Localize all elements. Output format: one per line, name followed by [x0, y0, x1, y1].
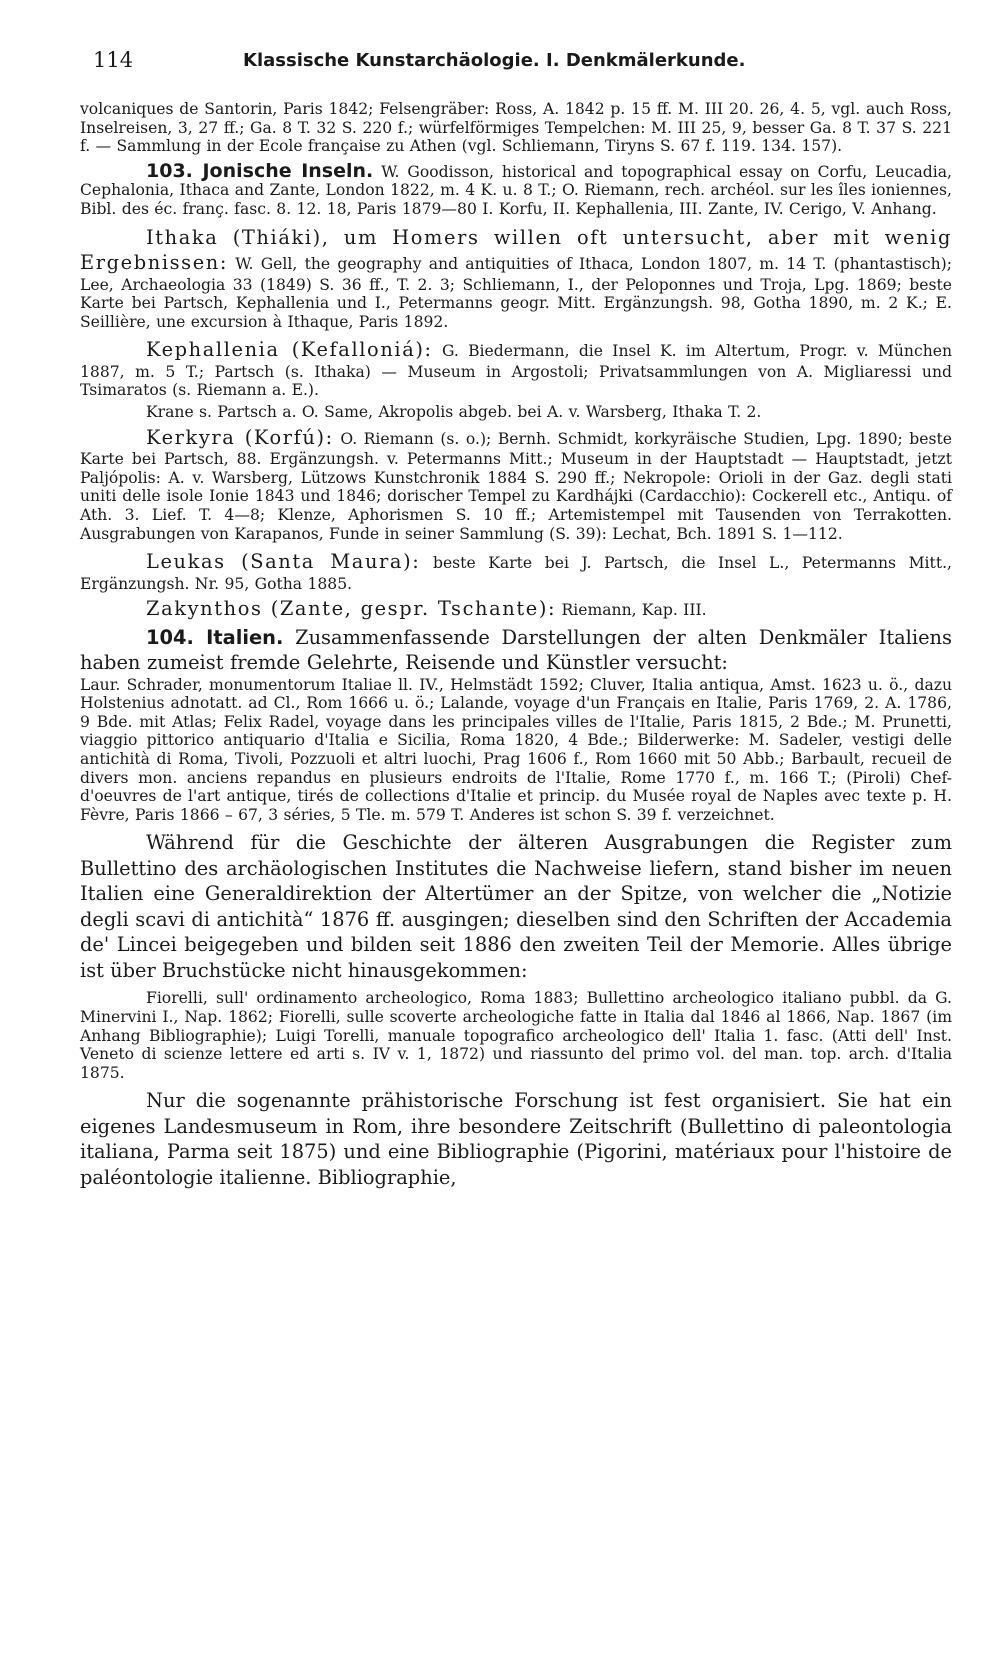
- section-103-jonische-inseln: 103. Jonische Inseln. W. Goodisson, historical and topographical essay on Corfu, Leucadia, Cephalonia, Ithaca and Zante, London 1822, m. 4 K. u. 8 T.; O. Riemann, rech. archéol. sur les îles ioniennes, Bibl. des éc. franç. fasc. 8. 12. 18, Paris 1879—80 I. Korfu, II. Kephallenia, III. Zante, IV. Cerigo, V. Anhang.: [80, 159, 952, 218]
- place-lead: Zakynthos (Zante, gespr. Tschante):: [146, 597, 557, 621]
- page-number: 114: [93, 48, 134, 72]
- paragraph-leukas: Leukas (Santa Maura): beste Karte bei J. Partsch, die Insel L., Petermanns Mitt., Ergänzungsh. Nr. 95, Gotha 1885.: [80, 550, 952, 593]
- section-lead: Zusammenfassende Darstellungen der alten Denkmäler Italiens haben zumeist fremde Gelehrte, Reisende und Künstler versucht:: [80, 625, 952, 675]
- running-title: Klassische Kunstarchäologie. I. Denkmälerkunde.: [243, 50, 746, 71]
- place-lead: Kephallenia (Kefalloniá):: [146, 338, 433, 362]
- paragraph-praehistorisch: Nur die sogenannte prähistorische Forschung ist fest organisiert. Sie hat ein eigenes Landesmuseum in Rom, ihre besondere Zeitschrift (Bullettino di paleontologia italiana, Parma seit 1875) und eine Bibliographie (Pigorini, matériaux pour l'histoire de paléontologie italienne. Bibliographie,: [80, 1089, 952, 1189]
- paragraph-ausgrabungen: Während für die Geschichte der älteren Ausgrabungen die Register zum Bullettino des archäologischen Institutes die Nachweise liefern, stand bisher im neuen Italien eine Generaldirektion der Altertümer an der Spitze, von welcher die „Notizie degli scavi di antichità“ 1876 ff. ausgingen; dieselben sind den Schriften der Accademia de' Lincei beigegeben und bilden seit 1886 den zweiten Teil der Memorie. Alles übrige ist über Bruchstücke nicht hinausgekommen:: [80, 831, 952, 982]
- place-lead: Ithaka (Thiáki), um Homers willen oft untersucht, aber mit wenig Ergebnissen:: [80, 225, 952, 275]
- section-heading: 104. Italien.: [146, 625, 284, 649]
- paragraph-kerkyra: Kerkyra (Korfú): O. Riemann (s. o.); Bernh. Schmidt, korkyräische Studien, Lpg. 1890; beste Karte bei Partsch, 88. Ergänzungsh. v. Petermanns Mitt.; Museum in der Hauptstadt — Hauptstadt, jetzt Paljópolis: A. v. Warsberg, Lützows Kunstchronik 1884 S. 290 ff.; Nekropole: Orioli in der Gaz. degli stati uniti delle isole Ionie 1843 und 1846; dorischer Tempel zu Kardhájki (Cardacchio): Cockerell etc., Antiqu. of Ath. 3. Lief. T. 4—8; Klenze, Aphorismen S. 10 ff.; Artemistempel mit Tausenden von Terrakotten. Ausgrabungen von Karapanos, Funde in seiner Sammlung (S. 39): Lechat, Bch. 1891 S. 1—112.: [80, 425, 952, 543]
- paragraph-fiorelli: Fiorelli, sull' ordinamento archeologico, Roma 1883; Bullettino archeologico italiano pubbl. da G. Minervini I., Nap. 1862; Fiorelli, sulle scoverte archeologiche fatte in Italia dal 1846 al 1866, Nap. 1867 (im Anhang Bibliographie); Luigi Torelli, manuale topografico archeologico dell' Italia 1. fasc. (Atti dell' Inst. Veneto di scienze lettere ed arti s. IV v. 1, 1872) und riassunto del primo vol. del man. top. arch. d'Italia 1875.: [80, 989, 952, 1082]
- place-lead: Kerkyra (Korfú):: [146, 425, 334, 449]
- paragraph-santorin: volcaniques de Santorin, Paris 1842; Felsengräber: Ross, A. 1842 p. 15 ff. M. III 20. 26, 4. 5, vgl. auch Ross, Inselreisen, 3, 27 ff.; Ga. 8 T. 32 S. 220 f.; würfelförmiges Tempelchen: M. III 25, 9, besser Ga. 8 T. 37 S. 221 f. — Sammlung in der Ecole française zu Athen (vgl. Schliemann, Tiryns S. 67 f. 119. 134. 157).: [80, 100, 952, 156]
- page-body: [80, 100, 952, 1190]
- paragraph-kephallenia: Kephallenia (Kefalloniá): G. Biedermann, die Insel K. im Altertum, Progr. v. München 1887, m. 5 T.; Partsch (s. Ithaka) — Museum in Argostoli; Privatsammlungen von A. Migliaressi und Tsimaratos (s. Riemann a. E.).: [80, 338, 953, 400]
- page-header: [93, 48, 952, 88]
- section-heading: 103. Jonische Inseln.: [146, 159, 374, 182]
- section-104-italien: 104. Italien. Zusammenfassende Darstellungen der alten Denkmäler Italiens haben zumeist fremde Gelehrte, Reisende und Künstler versucht: Laur. Schrader, monumentorum Italiae ll. IV., Helmstädt 1592; Cluver, Italia antiqua, Amst. 1623 u. ö., dazu Holstenius adnotatt. ad Cl., Rom 1666 u. ö.; Lalande, voyage d'un Français en Italie, Paris 1769, 2. A. 1786, 9 Bde. mit Atlas; Felix Radel, voyage dans les principales villes de l'Italie, Paris 1815, 2 Bde.; M. Prunetti, viaggio pittorico antiquario d'Italia e Sicilia, Roma 1820, 4 Bde.; Bilderwerke: M. Sadeler, vestigi delle antichità di Roma, Tivoli, Pozzuoli et altri luochi, Prag 1606 f., Rom 1660 mit 50 Abb.; Barbault, recueil de divers mon. anciens repandus en plusieurs endroits de l'Italie, Rome 1770 f., m. 166 T.; (Piroli) Chef-d'oeuvres de l'art antique, tirés de collections d'Italie et princip. du Musée royal de Naples avec texte p. H. Fèvre, Paris 1866 – 67, 3 séries, 5 Tle. m. 579 T. Anderes ist schon S. 39 f. verzeichnet.: [80, 625, 952, 824]
- place-lead: Leukas (Santa Maura):: [146, 550, 421, 574]
- paragraph-zakynthos: Zakynthos (Zante, gespr. Tschante): Riemann, Kap. III.: [146, 597, 707, 621]
- paragraph-ithaka: Ithaka (Thiáki), um Homers willen oft untersucht, aber mit wenig Ergebnissen: W. Gell, the geography and antiquities of Ithaca, London 1807, m. 14 T. (phantastisch); Lee, Archaeologia 33 (1849) S. 36 ff., T. 2. 3; Schliemann, I., der Peloponnes und Troja, Lpg. 1869; beste Karte bei Partsch, Kephallenia und I., Petermanns geogr. Mitt. Ergänzungsh. 98, Gotha 1890, m. 2 K.; E. Seillière, une excursion à Ithaque, Paris 1892.: [80, 225, 952, 331]
- paragraph-krane: Krane s. Partsch a. O. Same, Akropolis abgeb. bei A. v. Warsberg, Ithaka T. 2.: [146, 403, 762, 422]
